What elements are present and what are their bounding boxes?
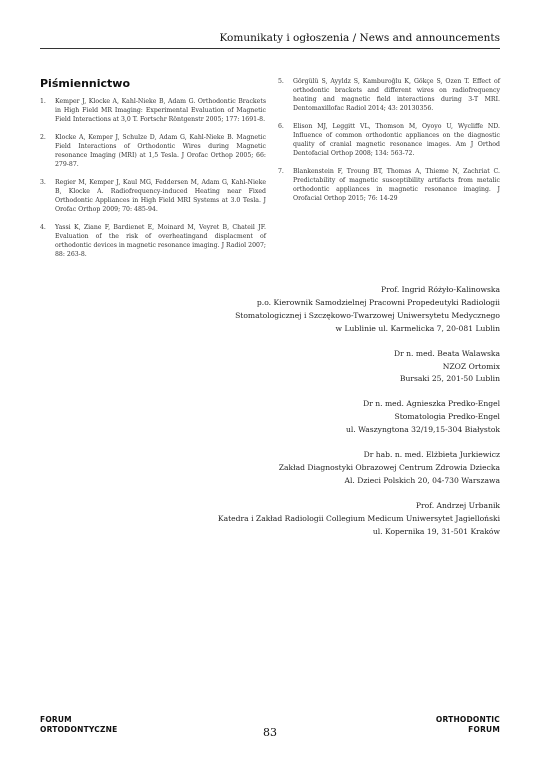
references-column-left bbox=[40, 97, 266, 268]
contact-block bbox=[180, 284, 500, 336]
footer-journal-name-en bbox=[436, 715, 500, 735]
reference-item bbox=[40, 97, 266, 124]
reference-text: Regier M, Kemper J, Kaul MG, Feddersen M, Adam G, Kahl-Nieke B, Klocke A. Radiofrequency-induced Heating near Fixed Orthodontic Appliances in High Field MRI Systems at 3.0 Tesla. J Orofac Orthop 2009; 70: 485-94. bbox=[55, 179, 266, 213]
reference-number: 5. bbox=[278, 78, 284, 85]
footer-text: ORTODONTYCZNE bbox=[40, 725, 118, 734]
contact-line: p.o. Kierownik Samodzielnej Pracowni Propedeutyki Radiologii bbox=[256, 297, 500, 307]
contact-line: Stomatologicznej i Szczękowo-Twarzowej Uniwersytetu Medycznego bbox=[235, 310, 500, 320]
contact-block bbox=[180, 449, 500, 488]
contact-line: NZOZ Ortomix bbox=[442, 361, 500, 371]
reference-item bbox=[40, 178, 266, 214]
reference-number: 7. bbox=[278, 168, 284, 175]
reference-item bbox=[40, 133, 266, 169]
reference-text: Görgülü S, Ayyldz S, Kamburoğlu K, Gökçe S, Ozen T. Effect of orthodontic brackets and different wires on radiofrequency heating and magnetic field interactions during 3-T MRI. Dentomaxillofac Radiol 2014; 43: 20130356. bbox=[293, 78, 500, 112]
reference-text: Klocke A, Kemper J, Schulze D, Adam G, Kahl-Nieke B. Magnetic Field Interactions of Orthodontic Wires during Magnetic resonance Imaging (MRI) at 1,5 Tesla. J Orofac Orthop 2005; 66: 279-87. bbox=[55, 134, 266, 168]
contact-address: w Lublinie ul. Karmelicka 7, 20-081 Lublin bbox=[335, 323, 500, 333]
contact-line: Katedra i Zakład Radiologii Collegium Medicum Uniwersytet Jagielloński bbox=[217, 513, 500, 523]
reference-text: Yassi K, Ziane F, Bardienet E, Moinard M, Veyret B, Chateil JF. Evaluation of the risk of overheatingand displacment of orthodontic devices in magnetic resonance imaging. J Radiol 2007; 88: 263-8. bbox=[55, 224, 266, 258]
contact-name: Dr n. med. Agnieszka Predko-Engel bbox=[363, 399, 500, 409]
contact-name: Dr n. med. Beata Walawska bbox=[394, 348, 500, 358]
footer-text: FORUM bbox=[468, 725, 500, 734]
contact-name: Prof. Andrzej Urbanik bbox=[415, 500, 500, 510]
contact-list bbox=[180, 284, 500, 551]
footer-text: ORTHODONTIC bbox=[435, 715, 500, 724]
reference-number: 2. bbox=[40, 134, 46, 141]
footer-text: FORUM bbox=[40, 715, 72, 724]
contact-block bbox=[180, 398, 500, 437]
reference-item bbox=[40, 223, 266, 259]
reference-text: Elison MJ, Leggitt VL, Thomson M, Oyoyo U, Wycliffe ND. Influence of common orthodontic appliances on the diagnostic quality of cranial magnetic resonance images. Am J Orthod Dentofacial Orthop 2008; 134: 563-72. bbox=[293, 123, 500, 157]
contact-line: Zakład Diagnostyki Obrazowej Centrum Zdrowia Dziecka bbox=[278, 462, 500, 472]
reference-item bbox=[278, 77, 500, 113]
reference-number: 1. bbox=[40, 98, 46, 105]
reference-text: Blankenstein F, Troung BT, Thomas A, Thieme N, Zachriat C. Predictability of magnetic susceptibility artifacts from metalic orthodontic appliances in magnetic resonance imaging. J Orofacial Orthop 2015; 76: 14-29 bbox=[293, 168, 500, 202]
references-heading: Piśmiennictwo bbox=[40, 77, 131, 90]
contact-line: Stomatologia Predko-Engel bbox=[394, 412, 500, 422]
reference-number: 3. bbox=[40, 179, 46, 186]
header-title: Komunikaty i ogłoszenia / News and announcements bbox=[219, 32, 500, 44]
reference-item bbox=[278, 122, 500, 158]
contact-address: Bursaki 25, 201-50 Lublin bbox=[399, 374, 500, 384]
reference-text: Kemper J, Klocke A, Kahl-Nieke B, Adam G. Orthodontic Brackets in High Field MR Imaging: Experimental Evaluation of Magnetic Field Interactions at 3,0 T. Fortschr Röntgenstr 2005; 177: 1691-8. bbox=[55, 98, 266, 123]
contact-address: ul. Kopernika 19, 31-501 Kraków bbox=[372, 526, 500, 536]
contact-name: Dr hab. n. med. Elżbieta Jurkiewicz bbox=[363, 450, 500, 460]
contact-address: Al. Dzieci Polskich 20, 04-730 Warszawa bbox=[344, 475, 500, 485]
contact-name: Prof. Ingrid Różyło-Kalinowska bbox=[381, 285, 500, 294]
contact-address: ul. Waszyngtona 32/19,15-304 Białystok bbox=[345, 425, 500, 435]
contact-block bbox=[180, 500, 500, 539]
page-number: 83 bbox=[263, 726, 277, 739]
references-column-right bbox=[278, 77, 500, 212]
page-header bbox=[40, 30, 500, 49]
reference-item bbox=[278, 167, 500, 203]
reference-number: 4. bbox=[40, 224, 46, 231]
reference-number: 6. bbox=[278, 123, 284, 130]
contact-block bbox=[180, 348, 500, 387]
